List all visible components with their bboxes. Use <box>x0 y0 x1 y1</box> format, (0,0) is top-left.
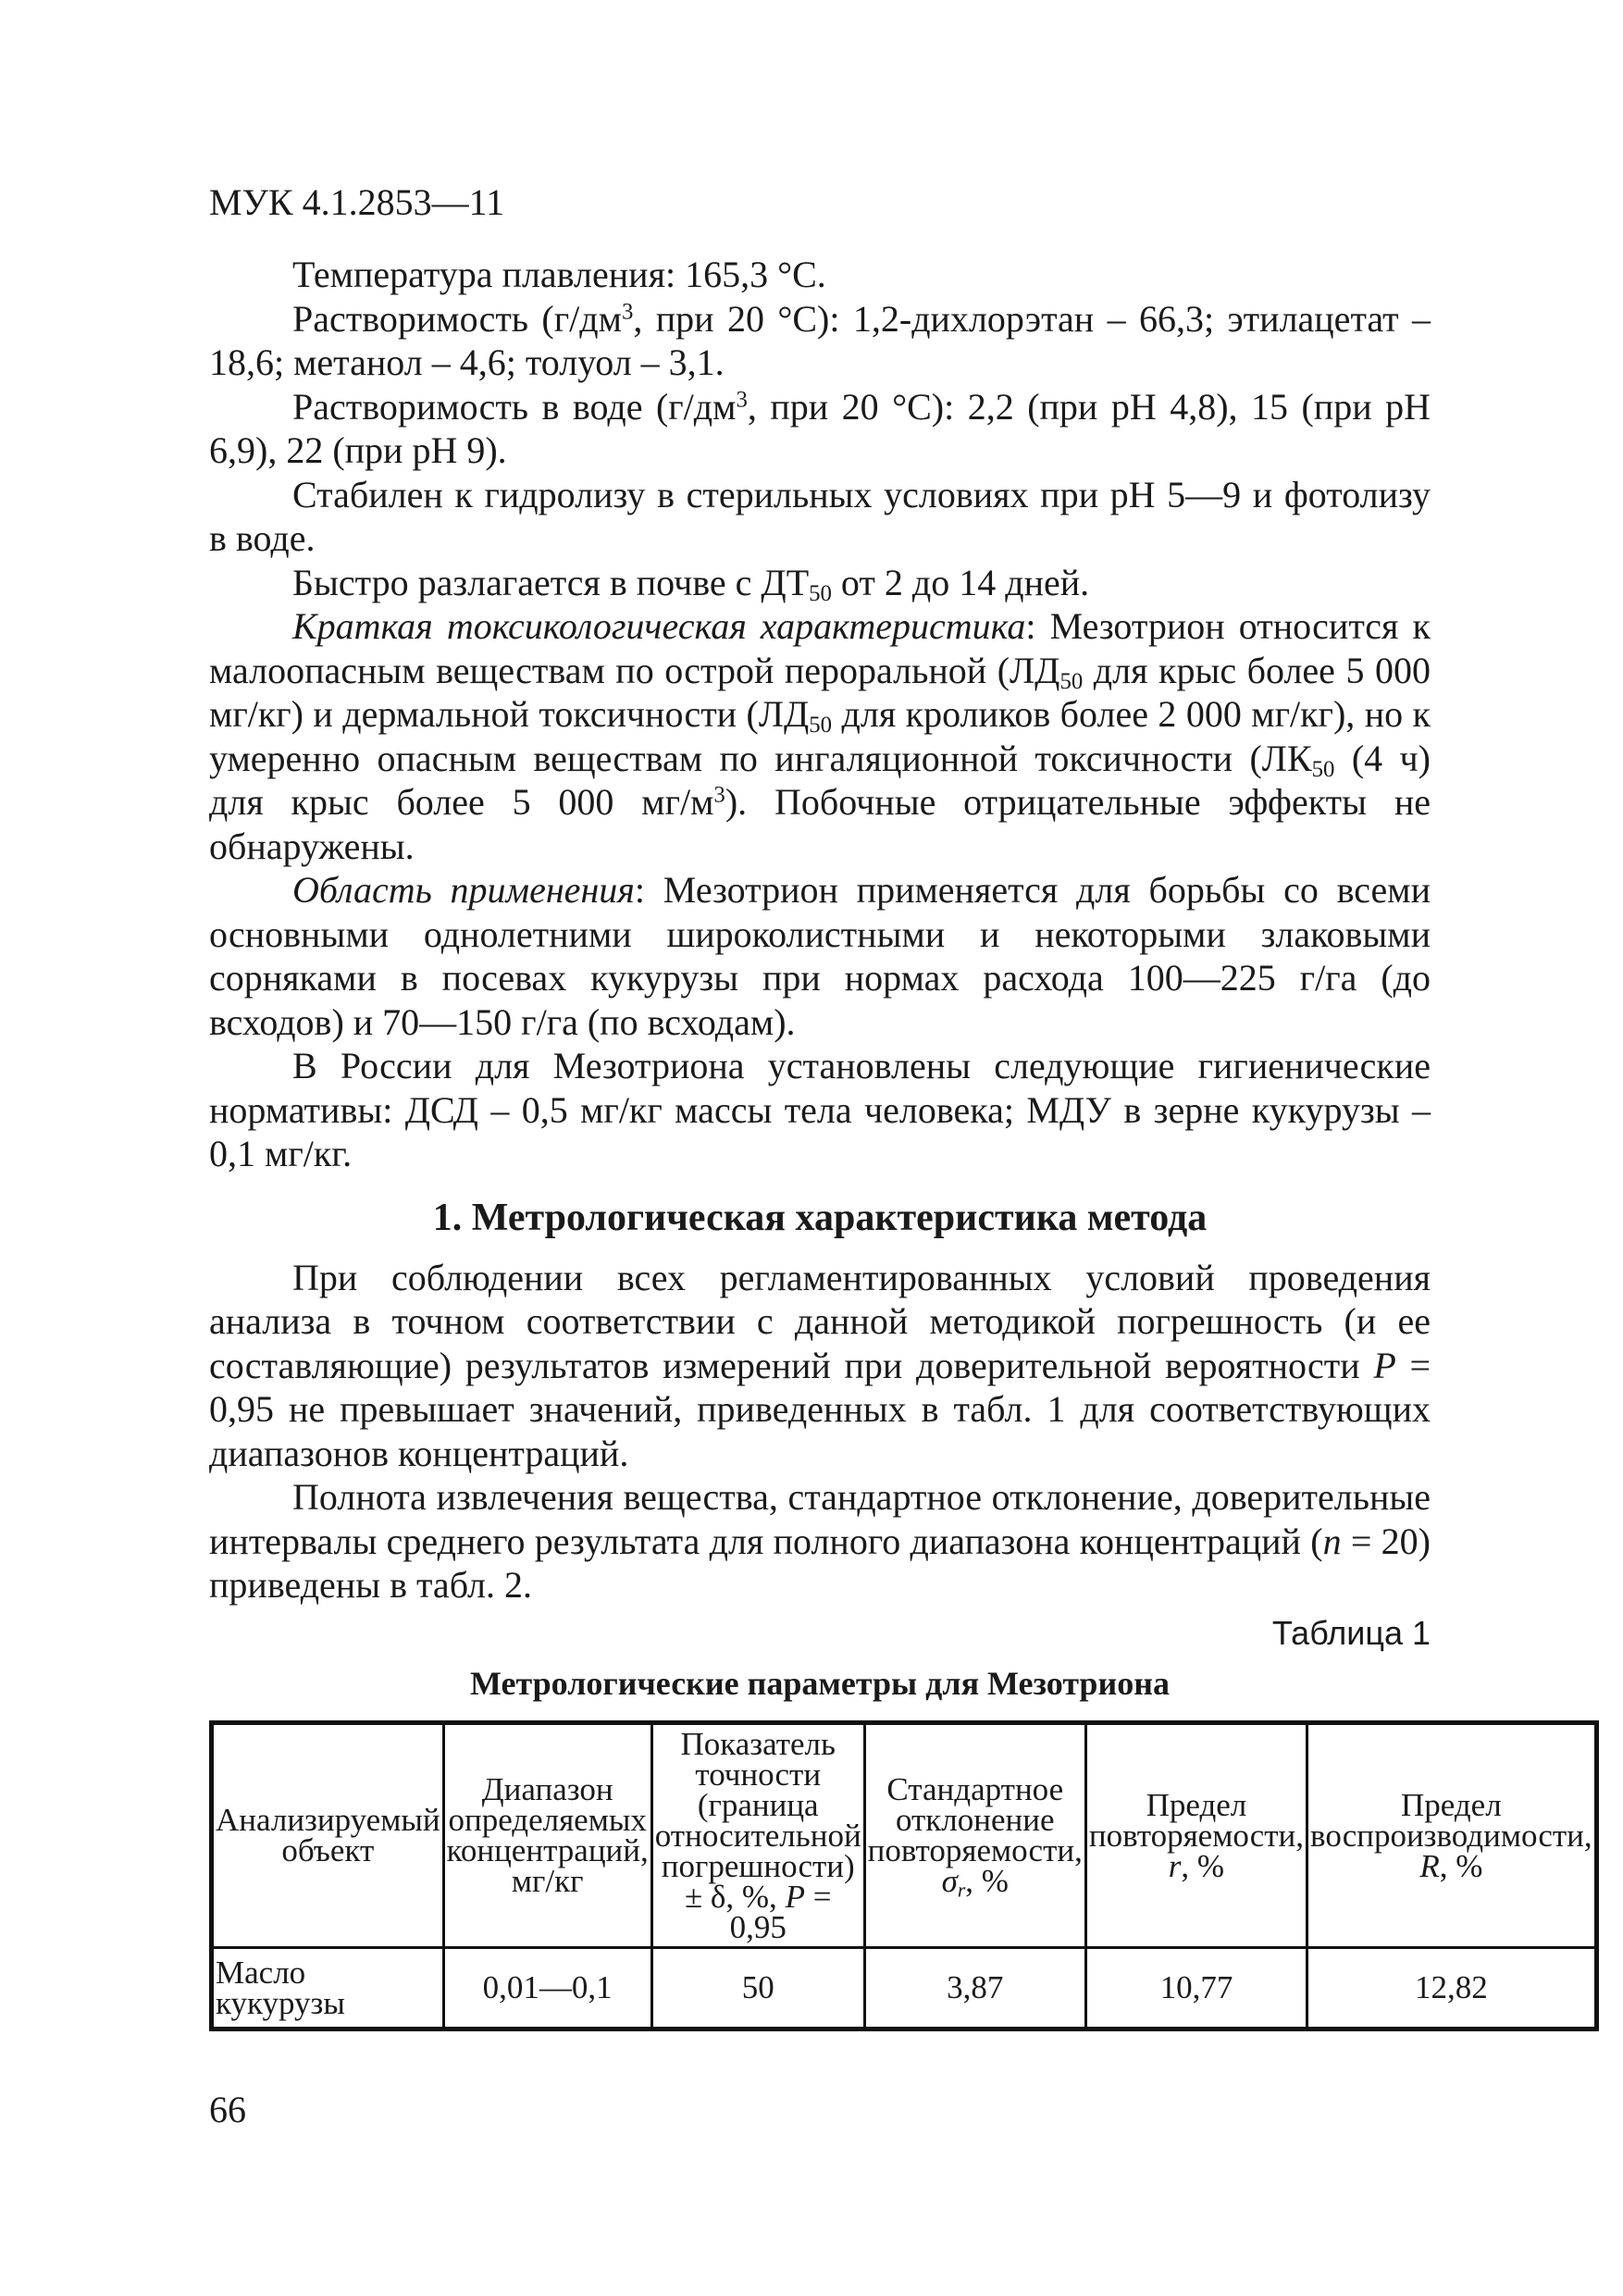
section-paragraph-1: При соблюдении всех регламентированных условий проведения анализа в точном соответствии с данной методикой погрешность (и ее составляющие) результатов измерений при доверительной вероятности P = 0,95 не превышает значений, приведенных в табл. 1 для соответствующих диапазонов концентраций. <box>209 1256 1431 1474</box>
header-accuracy: Показатель точности (граница относительной погрешности) ± δ, %, P = 0,95 <box>651 1722 864 1947</box>
metrology-table <box>209 1720 1599 2031</box>
toxicology: Краткая токсикологическая характеристика: Мезотрион относится к малоопасным веществам по острой пероральной ($ЛД_{50}$ для крыс более 5 000 мг/кг) и дермальной токсичности ($ЛД_{50}$ для кроликов более 2 000 мг/кг), но к умеренно опасным веществам по ингаляционной токсичности ($ЛК_{50}$ (4 ч) для крыс более 5 000 $мг/м^3$). Побочные отрицательные эффекты не обнаружены. <box>209 605 1431 867</box>
cell-range: 0,01—0,1 <box>443 1947 651 2029</box>
melting-point: Температура плавления: 165,3 °C. <box>292 254 826 295</box>
header-repeatability: Предел повторяемости, r, % <box>1085 1722 1307 1947</box>
cell-reproducibility: 12,82 <box>1307 1947 1597 2029</box>
cell-stddev: 3,87 <box>864 1947 1085 2029</box>
header-reproducibility: Предел воспроизводимости, R, % <box>1307 1722 1597 1947</box>
cell-object: Масло кукурузы <box>212 1947 444 2029</box>
cell-accuracy: 50 <box>651 1947 864 2029</box>
document-page <box>209 180 1592 2031</box>
cell-repeatability: 10,77 <box>1085 1947 1307 2029</box>
application-area: Область применения: Мезотрион применяется для борьбы со всеми основными однолетними широколистными и некоторыми злаковыми сорняками в посевах кукурузы при нормах расхода 100—225 г/га (до всходов) и 70—150 г/га (по всходам). <box>209 869 1431 1043</box>
header-object: Анализируемый объект <box>212 1722 444 1947</box>
table-row <box>212 1947 1597 2029</box>
header-range: Диапазон определяемых концентраций, мг/кг <box>443 1722 651 1947</box>
section-paragraph-2: Полнота извлечения вещества, стандартное отклонение, доверительные интервалы среднего результата для полного диапазона концентраций (n = 20) приведены в табл. 2. <box>209 1476 1431 1606</box>
water-solubility: Растворимость в воде ($г/дм^3$, при 20 °C): 2,2 (при pH 4,8), 15 (при pH 6,9), 22 (при pH 9). <box>209 385 1431 471</box>
page-number: 66 <box>209 2089 246 2130</box>
stability: Стабилен к гидролизу в стерильных условиях при pH 5—9 и фотолизу в воде. <box>209 473 1431 559</box>
table-header-row <box>212 1722 1597 1947</box>
table-number: Таблица 1 <box>1271 1613 1431 1652</box>
header-stddev: Стандартное отклонение повторяемости, $\sigma_r$, % <box>864 1722 1085 1947</box>
table-title: Метрологические параметры для Мезотриона <box>470 1664 1170 1702</box>
document-code: МУК 4.1.2853—11 <box>209 181 505 223</box>
solubility: Растворимость ($г/дм^3$, при 20 °C): 1,2-дихлорэтан – 66,3; этилацетат – 18,6; метанол – 4,6; толуол – 3,1. <box>209 297 1431 383</box>
hygienic-norms: В России для Мезотриона установлены следующие гигиенические нормативы: ДСД – 0,5 мг/кг массы тела человека; МДУ в зерне кукурузы – 0,1 мг/кг. <box>209 1045 1431 1174</box>
section-heading: 1. Метрологическая характеристика метода <box>432 1196 1208 1239</box>
decomposition: Быстро разлагается в почве с $ДТ_{50}$ от 2 до 14 дней. <box>292 561 1090 606</box>
